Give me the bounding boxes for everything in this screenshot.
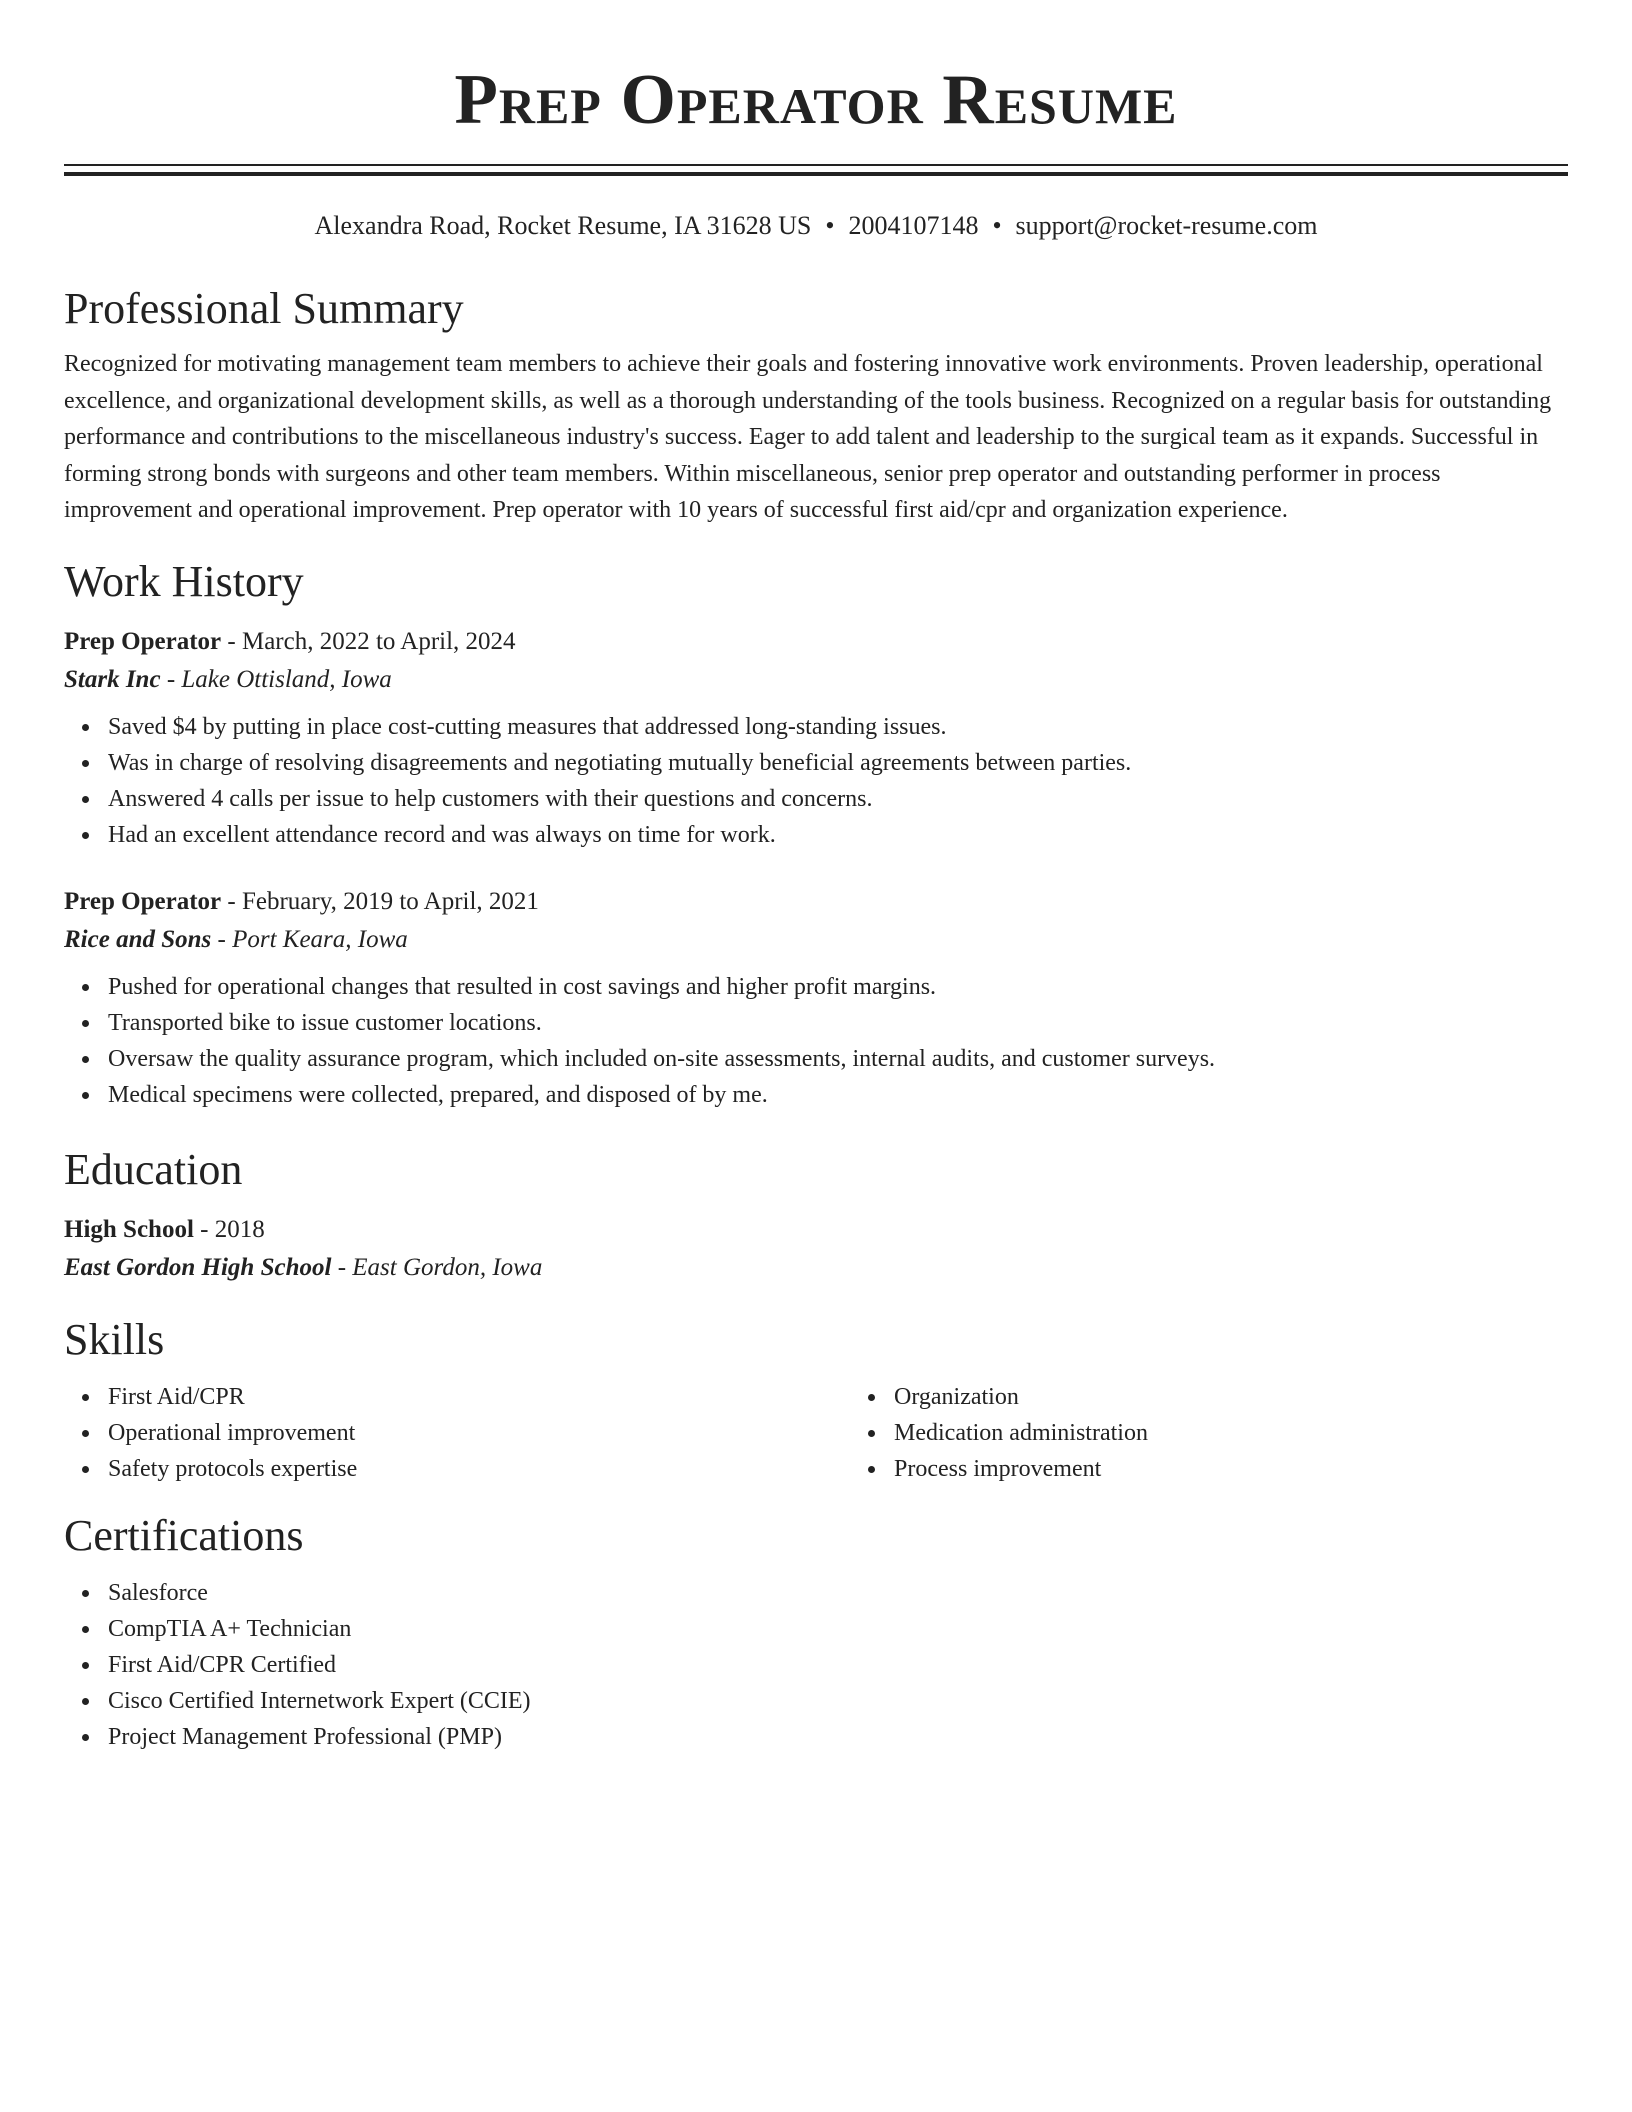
job-entry (64, 623, 1568, 853)
job-bullet-list (64, 969, 1568, 1113)
summary-heading: Professional Summary (64, 284, 464, 333)
certification-item: Salesforce (108, 1575, 1568, 1611)
education-school: East Gordon High School (64, 1253, 332, 1281)
skill-item: Safety protocols expertise (108, 1451, 850, 1487)
job-bullet: Pushed for operational changes that resulted in cost savings and higher profit margins. (108, 969, 1568, 1005)
education-location: - East Gordon, Iowa (331, 1253, 543, 1281)
job-dates: - February, 2019 to April, 2021 (221, 887, 539, 915)
job-company-line (64, 921, 1568, 959)
education-degree: High School (64, 1215, 194, 1243)
skills-columns (64, 1379, 1568, 1487)
contact-address: Alexandra Road, Rocket Resume, IA 31628 US (314, 211, 812, 240)
work-history-heading: Work History (64, 556, 304, 606)
job-title-line (64, 623, 1568, 661)
job-company: Rice and Sons (64, 925, 212, 953)
job-bullet: Oversaw the quality assurance program, which included on-site assessments, internal audits, and customer surveys. (108, 1041, 1568, 1077)
job-bullet: Medical specimens were collected, prepared, and disposed of by me. (108, 1077, 1568, 1113)
contact-email: support@rocket-resume.com (1015, 211, 1318, 240)
job-bullet-list (64, 709, 1568, 853)
education-heading: Education (64, 1144, 243, 1194)
education-entry (64, 1211, 1568, 1287)
contact-line (64, 210, 1568, 242)
job-company: Stark Inc (64, 665, 161, 693)
certifications-list (64, 1575, 1568, 1755)
job-bullet: Transported bike to issue customer locations. (108, 1005, 1568, 1041)
education-degree-line (64, 1211, 1568, 1249)
certification-item: Cisco Certified Internetwork Expert (CCIE) (108, 1683, 1568, 1719)
job-title: Prep Operator (64, 887, 222, 915)
job-bullet: Answered 4 calls per issue to help customers with their questions and concerns. (108, 781, 1568, 817)
skills-heading: Skills (64, 1314, 165, 1364)
skill-item: Operational improvement (108, 1415, 850, 1451)
job-title-line (64, 883, 1568, 921)
contact-phone: 2004107148 (848, 211, 979, 240)
job-bullet: Had an excellent attendance record and was always on time for work. (108, 817, 1568, 853)
job-title: Prep Operator (64, 627, 222, 655)
title-double-rule (64, 164, 1568, 176)
education-year: - 2018 (193, 1215, 265, 1243)
job-entry (64, 883, 1568, 1113)
skill-item: Process improvement (894, 1451, 1632, 1487)
job-bullet: Saved $4 by putting in place cost-cutting measures that addressed long-standing issues. (108, 709, 1568, 745)
skills-left-list (64, 1379, 850, 1487)
certification-item: First Aid/CPR Certified (108, 1647, 1568, 1683)
certification-item: CompTIA A+ Technician (108, 1611, 1568, 1647)
skill-item: First Aid/CPR (108, 1379, 850, 1415)
resume-title: Prep Operator Resume (454, 61, 1178, 139)
job-company-line (64, 661, 1568, 699)
certifications-heading: Certifications (64, 1510, 304, 1560)
job-bullet: Was in charge of resolving disagreements and negotiating mutually beneficial agreements between parties. (108, 745, 1568, 781)
job-location: - Lake Ottisland, Iowa (160, 665, 392, 693)
skill-item: Medication administration (894, 1415, 1632, 1451)
skills-right-list (850, 1379, 1632, 1487)
summary-text: Recognized for motivating management team members to achieve their goals and fostering innovative work environments. Proven leadership, operational excellence, and organizational development skills, as well as a thorough understanding of the tools business. Recognized on a regular basis for outstanding performance and contributions to the miscellaneous industry's success. Eager to add talent and leadership to the surgical team as it expands. Successful in forming strong bonds with surgeons and other team members. Within miscellaneous, senior prep operator and outstanding performer in process improvement and operational improvement. Prep operator with 10 years of successful first aid/cpr and organization experience. (64, 351, 1552, 523)
contact-separator: • (825, 211, 835, 240)
contact-separator: • (992, 211, 1002, 240)
certification-item: Project Management Professional (PMP) (108, 1719, 1568, 1755)
job-location: - Port Keara, Iowa (211, 925, 408, 953)
job-dates: - March, 2022 to April, 2024 (221, 627, 516, 655)
education-school-line (64, 1249, 1568, 1287)
skill-item: Organization (894, 1379, 1632, 1415)
